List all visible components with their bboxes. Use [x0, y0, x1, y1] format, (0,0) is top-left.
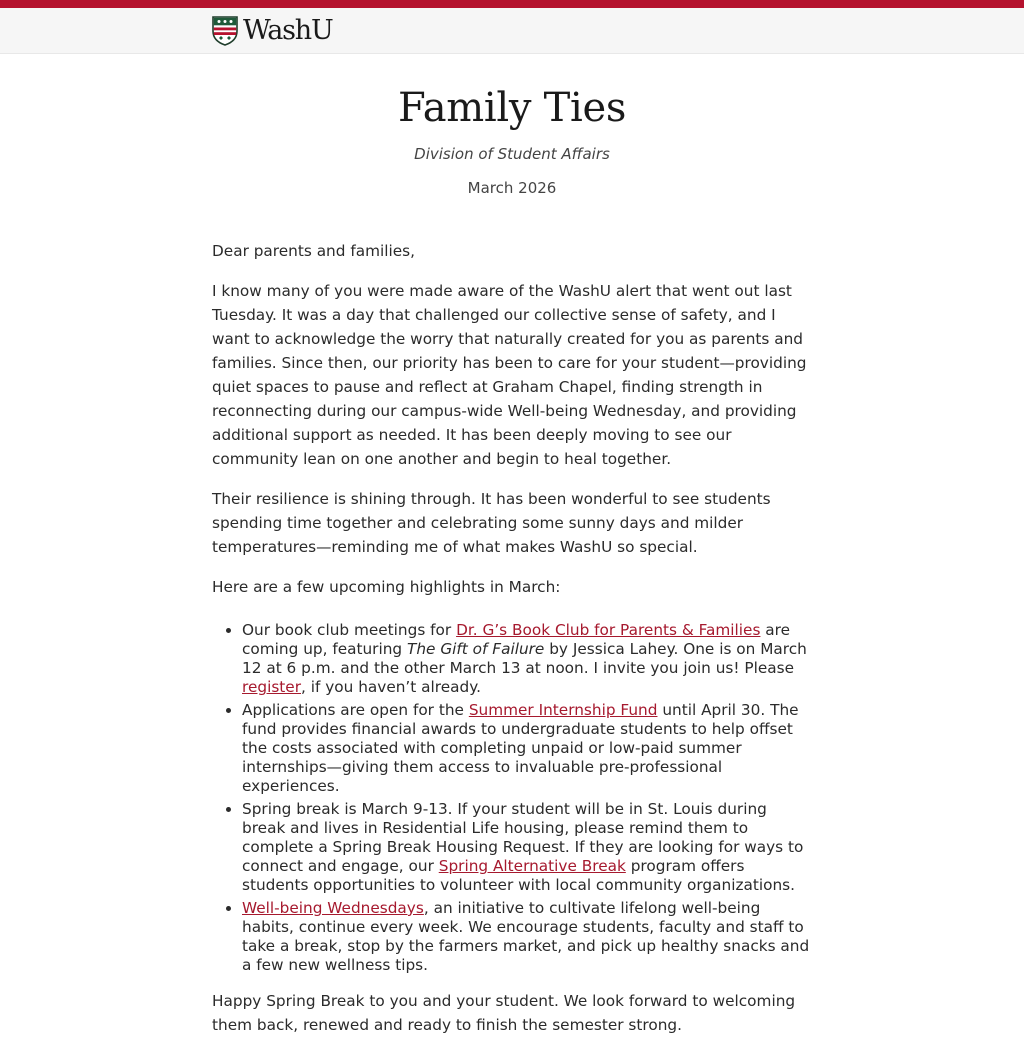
spring-alternative-break-link[interactable]: Spring Alternative Break — [438, 857, 626, 875]
logo-wordmark: WashU — [243, 15, 333, 46]
book-club-link[interactable]: Dr. G’s Book Club for Parents & Families — [456, 621, 761, 639]
brand-accent-bar — [0, 0, 1024, 8]
division-name: Division of Student Affairs — [414, 145, 610, 163]
register-link[interactable]: register — [242, 678, 301, 696]
list-item: • Well-being Wednesdays, an initiative to cultivate lifelong well-being habits, continue every week. We encourage students, faculty and staff to take a break, stop by the farmers market, and pick up healthy snacks and a few new wellness tips. — [242, 899, 814, 975]
washu-shield-icon — [212, 16, 238, 46]
list-item: • Our book club meetings for Dr. G’s Book Club for Parents & Families are coming up, featuring The Gift of Failure by Jessica Lahey. One is on March 12 at 6 p.m. and the other March 13 at noon. I invite you join us! Please register, if you haven’t already. — [242, 621, 814, 697]
site-header — [0, 8, 1024, 54]
well-being-wednesdays-link[interactable]: Well-being Wednesdays — [242, 899, 424, 917]
newsletter-masthead — [212, 80, 812, 200]
paragraph-resilience: Their resilience is shining through. It has been wonderful to see students spending time together and celebrating some sunny days and milder temperatures—reminding me of what makes WashU so special. — [212, 490, 771, 556]
list-item: • Applications are open for the Summer Internship Fund until April 30. The fund provides financial awards to undergraduate students to help offset the costs associated with completing unpaid or low-paid summer internships—giving them access to invaluable pre-professional experiences. — [242, 701, 814, 796]
issue-date: March 2026 — [467, 179, 557, 197]
paragraph-alert: I know many of you were made aware of the WashU alert that went out last Tuesday. It was a day that challenged our collective sense of safety, and I want to acknowledge the worry that naturally created for you as parents and families. Since then, our priority has been to care for your student—providing quiet spaces to pause and reflect at Graham Chapel, finding strength in reconnecting during our campus-wide Well-being Wednesday, and providing additional support as needed. It has been deeply moving to see our community lean on one another and begin to heal together. — [212, 282, 807, 468]
book-title: The Gift of Failure — [407, 640, 545, 658]
greeting: Dear parents and families, — [212, 242, 415, 260]
highlights-intro: Here are a few upcoming highlights in March: — [212, 578, 561, 596]
washu-logo[interactable] — [212, 16, 333, 46]
highlights-list — [212, 621, 814, 975]
summer-internship-fund-link[interactable]: Summer Internship Fund — [468, 701, 658, 719]
closing-paragraph: Happy Spring Break to you and your student. We look forward to welcoming them back, renewed and ready to finish the semester strong. — [212, 992, 796, 1034]
list-item: • Spring break is March 9-13. If your student will be in St. Louis during break and lives in Residential Life housing, please remind them to complete a Spring Break Housing Request. If they are looking for ways to connect and engage, our Spring Alternative Break program offers students opportunities to volunteer with local community organizations. — [242, 800, 814, 895]
letter-body — [212, 239, 814, 1053]
newsletter-title: Family Ties — [397, 85, 627, 131]
